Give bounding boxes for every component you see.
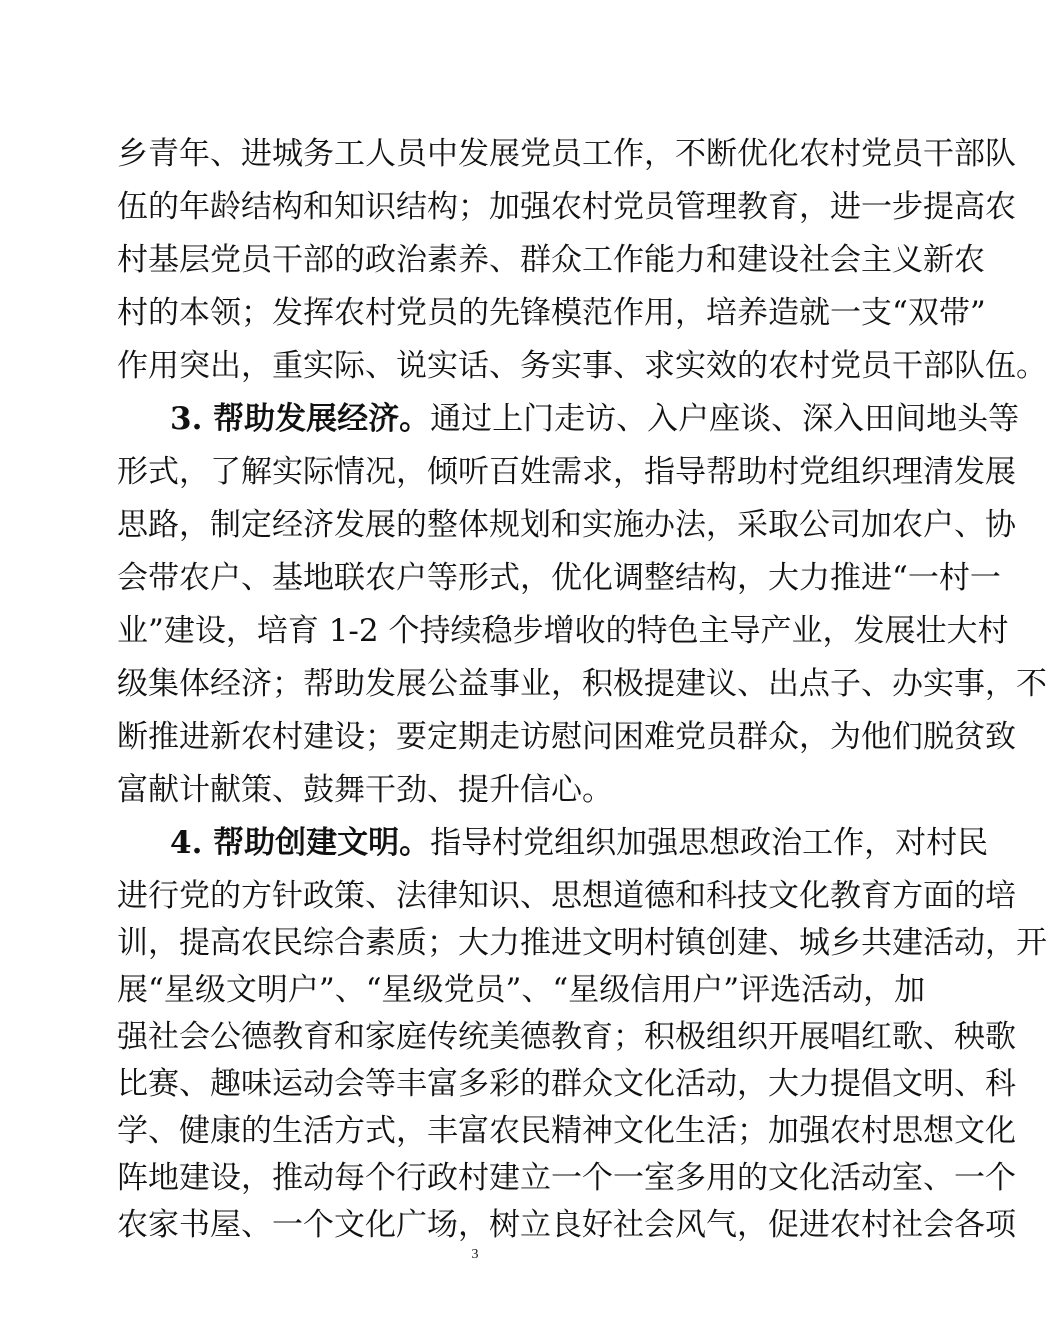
page-number: 3 [471,1247,479,1262]
paragraph-line: 展“星级文明户”、“星级党员”、“星级信用户”评选活动，加 [117,972,926,1008]
paragraph-line: 村的本领；发挥农村党员的先锋模范作用，培养造就一支“双带” [117,295,986,331]
paragraph-line: 比赛、趣味运动会等丰富多彩的群众文化活动，大力提倡文明、科 [117,1066,1016,1102]
paragraph-line: 级集体经济；帮助发展公益事业，积极提建议、出点子、办实事，不 [117,666,1047,702]
section-4-heading: 4. 帮助创建文明。 [170,825,431,861]
paragraph-line: 阵地建设，推动每个行政村建立一个一室多用的文化活动室、一个 [117,1160,1016,1196]
section-3-first-line [170,399,1020,439]
paragraph-line: 会带农户、基地联农户等形式，优化调整结构，大力推进“一村一 [117,560,1001,596]
paragraph-line: 作用突出，重实际、说实话、务实事、求实效的农村党员干部队伍。 [117,348,1047,384]
paragraph-line: 思路，制定经济发展的整体规划和实施办法，采取公司加农户、协 [117,507,1016,543]
paragraph-line: 进行党的方针政策、法律知识、思想道德和科技文化教育方面的培 [117,878,1016,914]
paragraph-line: 断推进新农村建设；要定期走访慰问困难党员群众，为他们脱贫致 [117,719,1016,755]
paragraph-line: 强社会公德教育和家庭传统美德教育；积极组织开展唱红歌、秧歌 [117,1019,1016,1055]
paragraph-line: 训，提高农民综合素质；大力推进文明村镇创建、城乡共建活动，开 [117,925,1047,961]
paragraph-line: 形式，了解实际情况，倾听百姓需求，指导帮助村党组织理清发展 [117,454,1016,490]
section-3-heading: 3. 帮助发展经济。 [170,401,431,437]
paragraph-line: 伍的年龄结构和知识结构；加强农村党员管理教育，进一步提高农 [117,189,1016,225]
paragraph-line: 乡青年、进城务工人员中发展党员工作，不断优化农村党员干部队 [117,136,1016,172]
paragraph-line: 富献计献策、鼓舞干劲、提升信心。 [117,772,613,808]
paragraph-line: 学、健康的生活方式，丰富农民精神文化生活；加强农村思想文化 [117,1113,1016,1149]
section-4-first-line [170,823,989,863]
section-4-first-text: 指导村党组织加强思想政治工作，对村民 [430,825,989,861]
paragraph-line: 农家书屋、一个文化广场，树立良好社会风气，促进农村社会各项 [117,1207,1016,1243]
section-3-first-text: 通过上门走访、入户座谈、深入田间地头等 [430,401,1020,437]
paragraph-line: 业”建设，培育 1-2 个持续稳步增收的特色主导产业，发展壮大村 [117,613,1009,649]
paragraph-line: 村基层党员干部的政治素养、群众工作能力和建设社会主义新农 [117,242,985,278]
